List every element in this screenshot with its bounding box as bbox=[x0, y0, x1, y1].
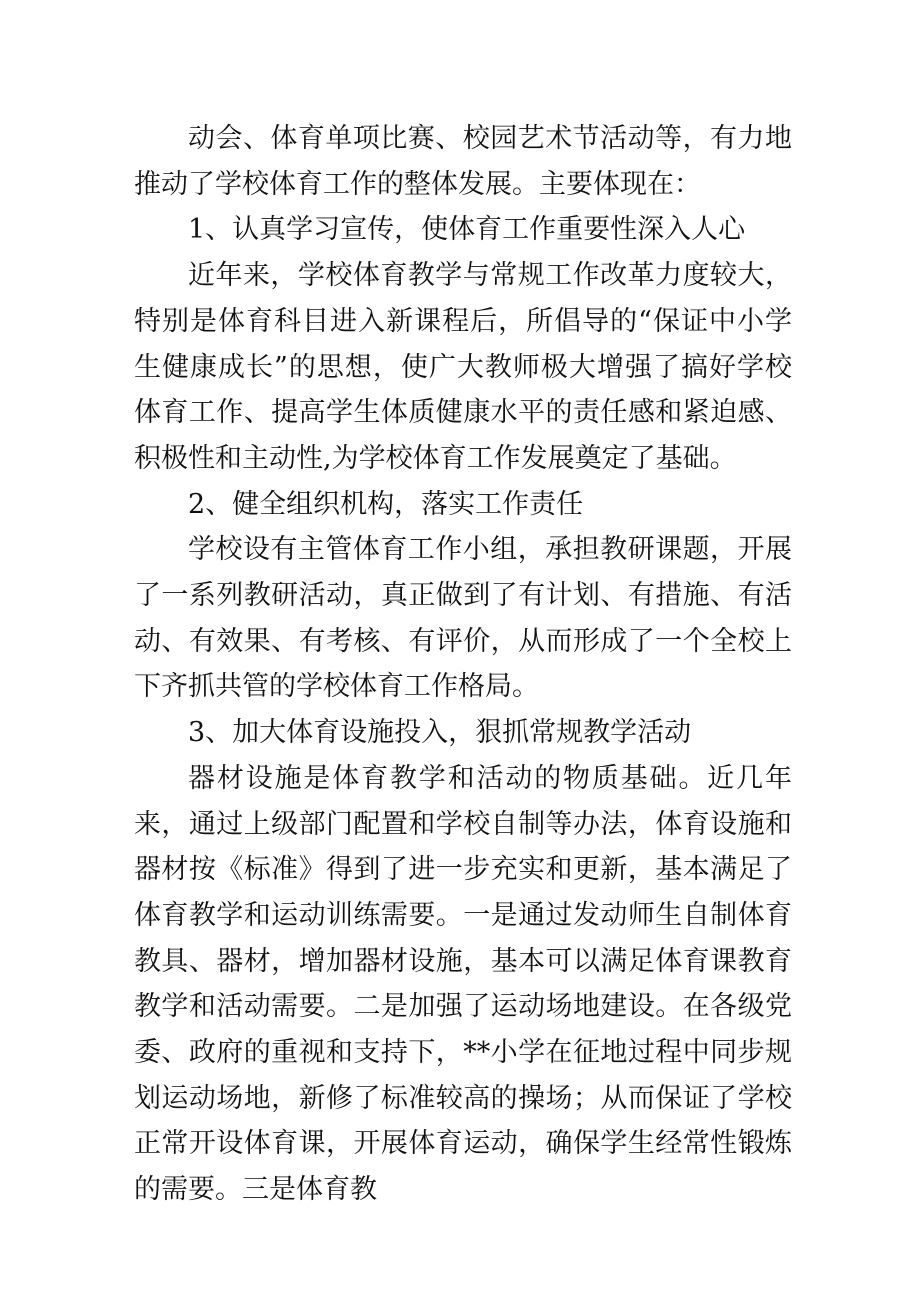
paragraph-section-1: 近年来，学校体育教学与常规工作改革力度较大，特别是体育科目进入新课程后，所倡导的“保证中小学生健康成长”的思想，使广大教师极大增强了搞好学校体育工作、提高学生体质健康水平的责任感和紧迫感、积极性和主动性,为学校体育工作发展奠定了基础。 bbox=[134, 260, 792, 474]
paragraph-intro: 动会、体育单项比赛、校园艺术节活动等，有力地推动了学校体育工作的整体发展。主要体现在： bbox=[134, 123, 792, 200]
section-heading-1: 1、认真学习宣传，使体育工作重要性深入人心 bbox=[188, 214, 746, 246]
paragraph-section-3: 器材设施是体育教学和活动的物质基础。近几年来，通过上级部门配置和学校自制等办法，体育设施和器材按《标准》得到了进一步充实和更新，基本满足了体育教学和运动训练需要。一是通过发动师生自制体育教具、器材，增加器材设施，基本可以满足体育课教育教学和活动需要。二是加强了运动场地建设。在各级党委、政府的重视和支持下，**小学在征地过程中同步规划运动场地，新修了标准较高的操场；从而保证了学校正常开设体育课，开展体育运动，确保学生经常性锻炼的需要。三是体育教 bbox=[134, 762, 792, 1206]
paragraph-section-2: 学校设有主管体育工作小组，承担教研课题，开展了一系列教研活动，真正做到了有计划、有措施、有活动、有效果、有考核、有评价，从而形成了一个全校上下齐抓共管的学校体育工作格局。 bbox=[134, 534, 792, 703]
section-heading-2: 2、健全组织机构，落实工作责任 bbox=[188, 488, 584, 520]
document-body bbox=[134, 116, 792, 1213]
section-heading-3: 3、加大体育设施投入，狠抓常规教学活动 bbox=[188, 717, 692, 749]
